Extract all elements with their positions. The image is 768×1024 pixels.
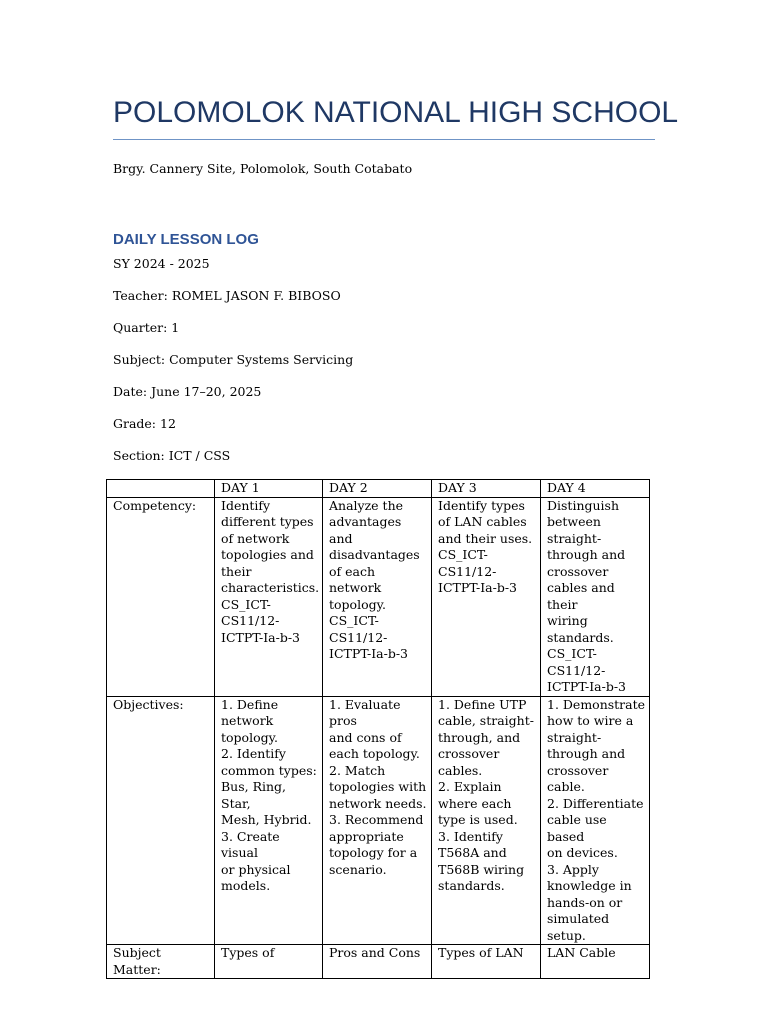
- cell-line: characteristics.: [221, 580, 320, 595]
- cell-line: CS_ICT-: [221, 596, 271, 612]
- row-label-objectives: Objectives:: [107, 696, 215, 945]
- cell-line: CS_ICT-: [547, 646, 597, 661]
- cell-line: topology for a: [329, 845, 418, 860]
- subject-matter-day-3: [432, 945, 541, 979]
- cell-line: ICTPT-Ia-b-3: [438, 580, 517, 595]
- cell-line: CS_ICT-: [438, 547, 488, 562]
- cell-line: Bus, Ring, Star,: [221, 779, 287, 811]
- cell-line: T568A and: [438, 845, 507, 860]
- cell-line: Types of LAN: [438, 945, 524, 960]
- header-cell-day-4: DAY 4: [541, 480, 650, 498]
- cell-line: straight-: [547, 729, 602, 745]
- cell-line: T568B wiring: [438, 861, 525, 877]
- cell-line: topologies and: [221, 547, 314, 562]
- cell-line: through, and: [438, 729, 521, 745]
- cell-line: or physical: [221, 861, 291, 877]
- cell-line: wiring: [547, 613, 588, 628]
- cell-line: ICTPT-Ia-b-3: [329, 646, 408, 661]
- cell-line: CS11/12-: [547, 662, 606, 678]
- cell-line: of each network: [329, 563, 382, 595]
- cell-line: topologies with: [329, 779, 427, 794]
- competency-day-1: [215, 497, 323, 696]
- cell-line: and cons of: [329, 729, 402, 745]
- cell-line: 3. Apply: [547, 861, 599, 877]
- competency-day-2: [323, 497, 432, 696]
- cell-line: hands-on or: [547, 894, 623, 910]
- cell-line: CS_ICT-: [329, 613, 379, 628]
- competency-day-4: [541, 497, 650, 696]
- subject-matter-day-1: [215, 945, 323, 979]
- cell-line: of LAN cables: [438, 514, 527, 529]
- objectives-day-4: [541, 696, 650, 945]
- cell-line: simulated: [547, 911, 610, 926]
- cell-line: how to wire a: [547, 713, 634, 728]
- cell-line: cable use based: [547, 812, 607, 844]
- cell-line: network: [221, 713, 274, 728]
- cell-line: and their uses.: [438, 530, 533, 546]
- header-cell-day-3: DAY 3: [432, 480, 541, 498]
- cell-line: through and: [547, 547, 626, 562]
- cell-line: setup.: [547, 927, 586, 943]
- school-address: Brgy. Cannery Site, Polomolok, South Cotabato: [113, 161, 413, 176]
- objectives-day-2: [323, 696, 432, 945]
- cell-line: knowledge in: [547, 878, 632, 893]
- table-row-subject-matter: [107, 945, 650, 979]
- date-line: Date: June 17–20, 2025: [113, 384, 262, 399]
- cell-line: straight-: [547, 530, 602, 546]
- cell-line: Analyze the: [329, 497, 404, 513]
- cell-line: on devices.: [547, 845, 618, 860]
- cell-line: appropriate: [329, 828, 404, 844]
- cell-line: Types of: [221, 945, 275, 960]
- cell-line: type is used.: [438, 812, 518, 827]
- cell-line: CS11/12-: [329, 629, 388, 645]
- cell-line: crossover: [547, 563, 609, 579]
- cell-line: 2. Differentiate: [547, 795, 644, 811]
- daily-lesson-log-heading: DAILY LESSON LOG: [113, 231, 259, 248]
- subject-matter-day-2: [323, 945, 432, 979]
- cell-line: standards.: [438, 878, 505, 893]
- cell-line: advantages and: [329, 514, 402, 546]
- cell-line: 3. Create visual: [221, 828, 280, 860]
- teacher-line: Teacher: ROMEL JASON F. BIBOSO: [113, 288, 341, 303]
- lesson-log-table: [106, 479, 650, 979]
- subject-line: Subject: Computer Systems Servicing: [113, 352, 354, 367]
- cell-line: crossover: [438, 746, 500, 761]
- row-label-competency: Competency:: [107, 497, 215, 696]
- table-header-row: [107, 480, 650, 498]
- cell-line: network needs.: [329, 795, 427, 811]
- cell-line: 2. Explain: [438, 779, 502, 794]
- cell-line: 2. Match: [329, 762, 386, 778]
- grade-line: Grade: 12: [113, 416, 176, 431]
- title-underline: [113, 139, 655, 140]
- cell-line: Identify types: [438, 497, 525, 513]
- section-line: Section: ICT / CSS: [113, 448, 231, 463]
- objectives-day-3: [432, 696, 541, 945]
- cell-line: each topology.: [329, 746, 420, 761]
- cell-line: their: [221, 563, 252, 579]
- cell-line: disadvantages: [329, 547, 420, 562]
- cell-line: cables and their: [547, 580, 615, 612]
- school-year: SY 2024 - 2025: [113, 256, 210, 271]
- cell-line: of network: [221, 530, 290, 546]
- cell-line: scenario.: [329, 861, 387, 877]
- cell-line: where each: [438, 795, 512, 811]
- school-name-title: POLOMOLOK NATIONAL HIGH SCHOOL: [113, 96, 679, 129]
- table-row-objectives: [107, 696, 650, 945]
- cell-line: Mesh, Hybrid.: [221, 812, 312, 827]
- header-cell-day-1: DAY 1: [215, 480, 323, 498]
- cell-line: 1. Demonstrate: [547, 696, 646, 712]
- cell-line: different types: [221, 514, 314, 529]
- cell-line: 1. Define: [221, 696, 279, 712]
- subject-matter-day-4: [541, 945, 650, 979]
- cell-line: Identify: [221, 497, 271, 513]
- cell-line: Distinguish: [547, 497, 620, 513]
- cell-line: crossover cable.: [547, 762, 609, 794]
- cell-line: cable, straight-: [438, 713, 534, 728]
- cell-line: 3. Recommend: [329, 812, 424, 827]
- cell-line: 2. Identify: [221, 746, 286, 761]
- cell-line: CS11/12-: [221, 613, 280, 628]
- cell-line: LAN Cable: [547, 945, 616, 960]
- cell-line: topology.: [221, 729, 278, 745]
- cell-line: through and: [547, 746, 626, 761]
- quarter-line: Quarter: 1: [113, 320, 180, 335]
- cell-line: 1. Define UTP: [438, 696, 527, 712]
- objectives-day-1: [215, 696, 323, 945]
- table-row-competency: [107, 497, 650, 696]
- cell-line: common types:: [221, 762, 317, 778]
- cell-line: between: [547, 514, 601, 529]
- cell-line: CS11/12-: [438, 563, 497, 579]
- row-label-subject-matter: Subject Matter:: [107, 945, 215, 979]
- cell-line: 1. Evaluate pros: [329, 696, 401, 728]
- competency-day-3: [432, 497, 541, 696]
- cell-line: ICTPT-Ia-b-3: [221, 629, 300, 645]
- cell-line: standards.: [547, 629, 614, 645]
- cell-line: cables.: [438, 762, 483, 778]
- header-cell-empty: [107, 480, 215, 498]
- cell-line: topology.: [329, 596, 386, 612]
- cell-line: models.: [221, 878, 271, 893]
- cell-line: Pros and Cons: [329, 945, 421, 960]
- cell-line: 3. Identify: [438, 828, 503, 844]
- cell-line: ICTPT-Ia-b-3: [547, 679, 626, 694]
- header-cell-day-2: DAY 2: [323, 480, 432, 498]
